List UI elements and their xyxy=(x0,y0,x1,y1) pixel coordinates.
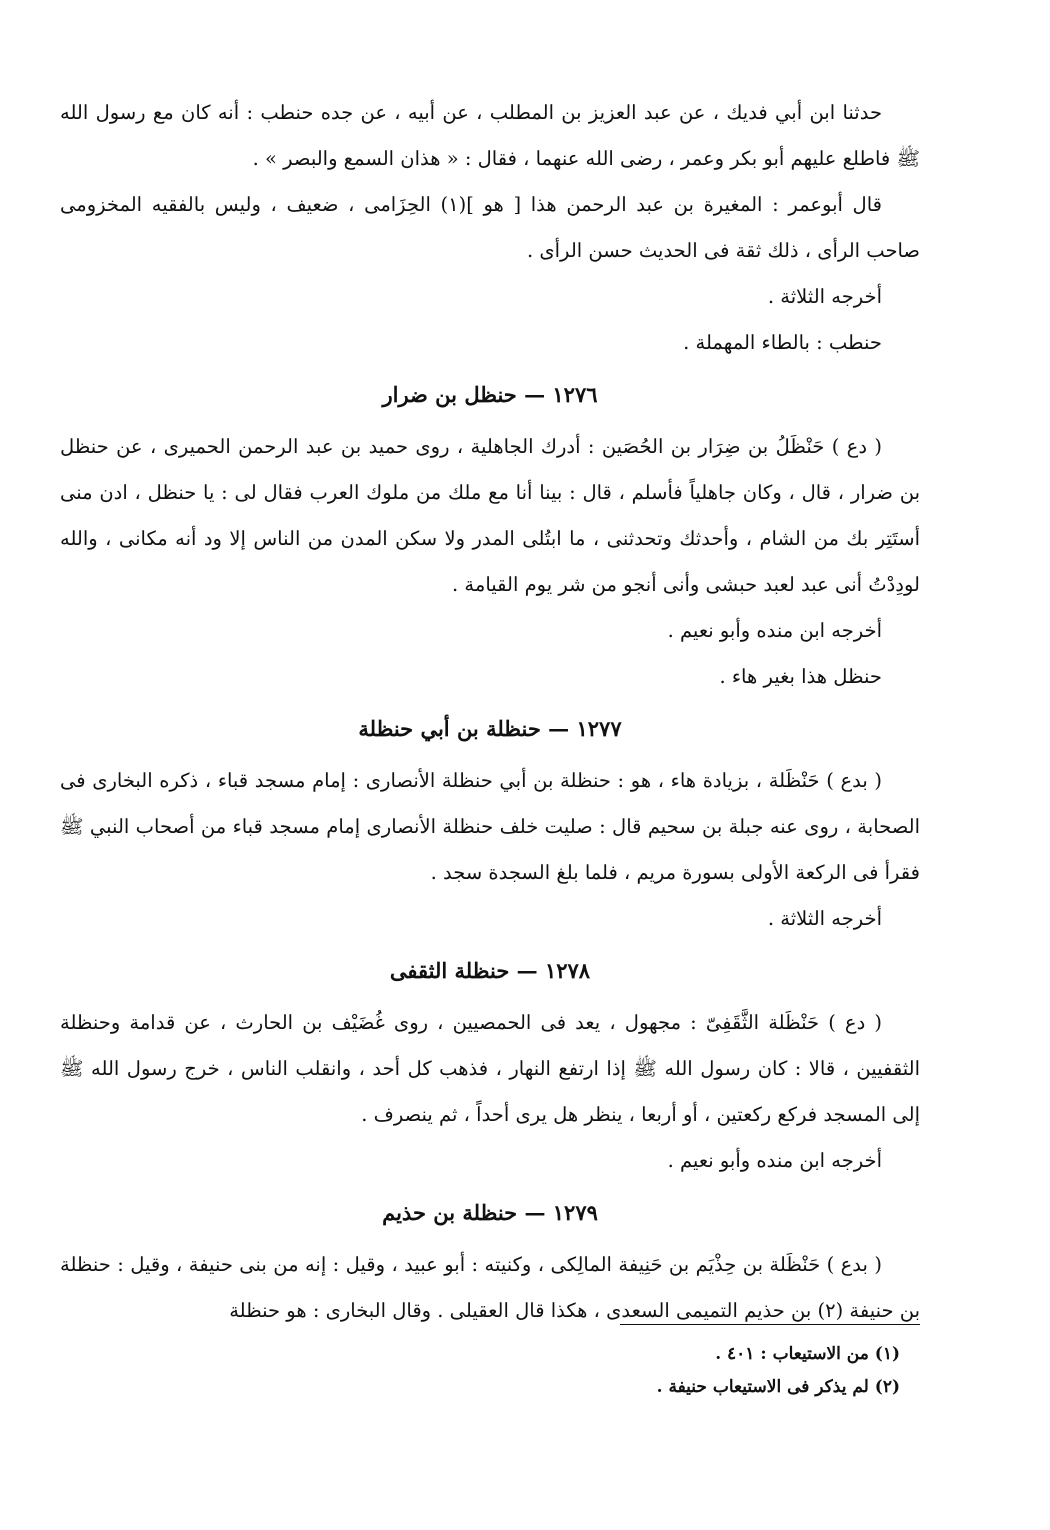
entry-note: أخرجه الثلاثة . xyxy=(767,907,882,930)
abu-umar-note-paragraph: قال أبوعمر : المغيرة بن عبد الرحمن هذا [ هو ](١) الحِزَامى ، ضعيف ، وليس بالفقيه المخزومى صاحب الرأى ، ذلك ثقة فى الحديث حسن الرأى . xyxy=(60,193,920,262)
entry-body: ( دع ) حَنْظَلُ بن ضِرَار بن الحُصَين : أدرك الجاهلية ، روى حميد بن عبد الرحمن الحميرى ، عن حنظل بن ضرار ، قال ، وكان جاهلياً فأسلم ، قال : بينا أنا مع ملك من ملوك العرب فقال لى : يا حنظل ، ادن منى أستَتِر بك من الشام ، وأحدثك وتحدثنى ، ما ابتُلى المدر ولا سكن المدن من الناس إلا ود أنه مكانى ، والله لودِدْتُ أنى عبد لعبد حبشى وأنى أنجو من شر يوم القيامة . xyxy=(60,435,920,596)
entry-heading: ١٢٧٩ — حنظلة بن حذيم xyxy=(382,1200,598,1225)
entry-1278 xyxy=(60,942,920,1184)
footnote-2: (٢) لم يذكر فى الاستيعاب حنيفة . xyxy=(656,1377,900,1397)
footnotes xyxy=(560,1338,900,1404)
entry-1279 xyxy=(60,1184,920,1334)
entry-1276 xyxy=(60,366,920,700)
footnote-1: (١) من الاستيعاب : ٤٠١ . xyxy=(715,1344,900,1364)
spelling-note: حنطب : بالطاء المهملة . xyxy=(683,331,882,354)
entry-1277 xyxy=(60,700,920,942)
entry-note: حنظل هذا بغير هاء . xyxy=(719,665,882,688)
entry-body: ( دع ) حَنْظَلة الثَّقَفِىّ : مجهول ، يعد فى الحمصيين ، روى غُضَيْف بن الحارث ، عن قدامة وحنظلة الثقفيين ، قالا : كان رسول الله ﷺ إذا ارتفع النهار ، فذهب كل أحد ، وانقلب الناس ، خرج رسول الله ﷺ إلى المسجد فركع ركعتين ، أو أربعا ، ينظر هل يرى أحداً ، ثم ينصرف . xyxy=(60,1011,920,1126)
opening-paragraph: حدثنا ابن أبي فديك ، عن عبد العزيز بن المطلب ، عن أبيه ، عن جده حنطب : أنه كان مع رسول الله ﷺ فاطلع عليهم أبو بكر وعمر ، رضى الله عنهما ، فقال : « هذان السمع والبصر » . xyxy=(60,101,920,170)
entry-note: أخرجه ابن منده وأبو نعيم . xyxy=(667,619,882,642)
takhrij-note: أخرجه الثلاثة . xyxy=(767,285,882,308)
entry-body: ( بدع ) حَنْظَلة بن حِذْيَم بن حَنِيفة المالِكى ، وكنيته : أبو عبيد ، وقيل : إنه من بنى حنيفة ، وقيل : حنظلة بن حنيفة (٢) بن حذيم التميمى السعدى ، هكذا قال العقيلى . وقال البخارى : هو حنظلة xyxy=(60,1253,920,1322)
entry-note: أخرجه ابن منده وأبو نعيم . xyxy=(667,1149,882,1172)
entry-heading: ١٢٧٨ — حنظلة الثقفى xyxy=(389,958,591,983)
entry-heading: ١٢٧٦ — حنظل بن ضرار xyxy=(382,382,598,407)
entry-heading: ١٢٧٧ — حنظلة بن أبي حنظلة xyxy=(358,716,622,741)
footnote-divider xyxy=(620,1324,920,1325)
page-body xyxy=(60,90,920,1334)
entry-body: ( بدع ) حَنْظَلة ، بزيادة هاء ، هو : حنظلة بن أبي حنظلة الأنصارى : إمام مسجد قباء ، ذكره البخارى فى الصحابة ، روى عنه جبلة بن سحيم قال : صليت خلف حنظلة الأنصارى إمام مسجد قباء من أصحاب النبي ﷺ فقرأ فى الركعة الأولى بسورة مريم ، فلما بلغ السجدة سجد . xyxy=(60,769,920,884)
